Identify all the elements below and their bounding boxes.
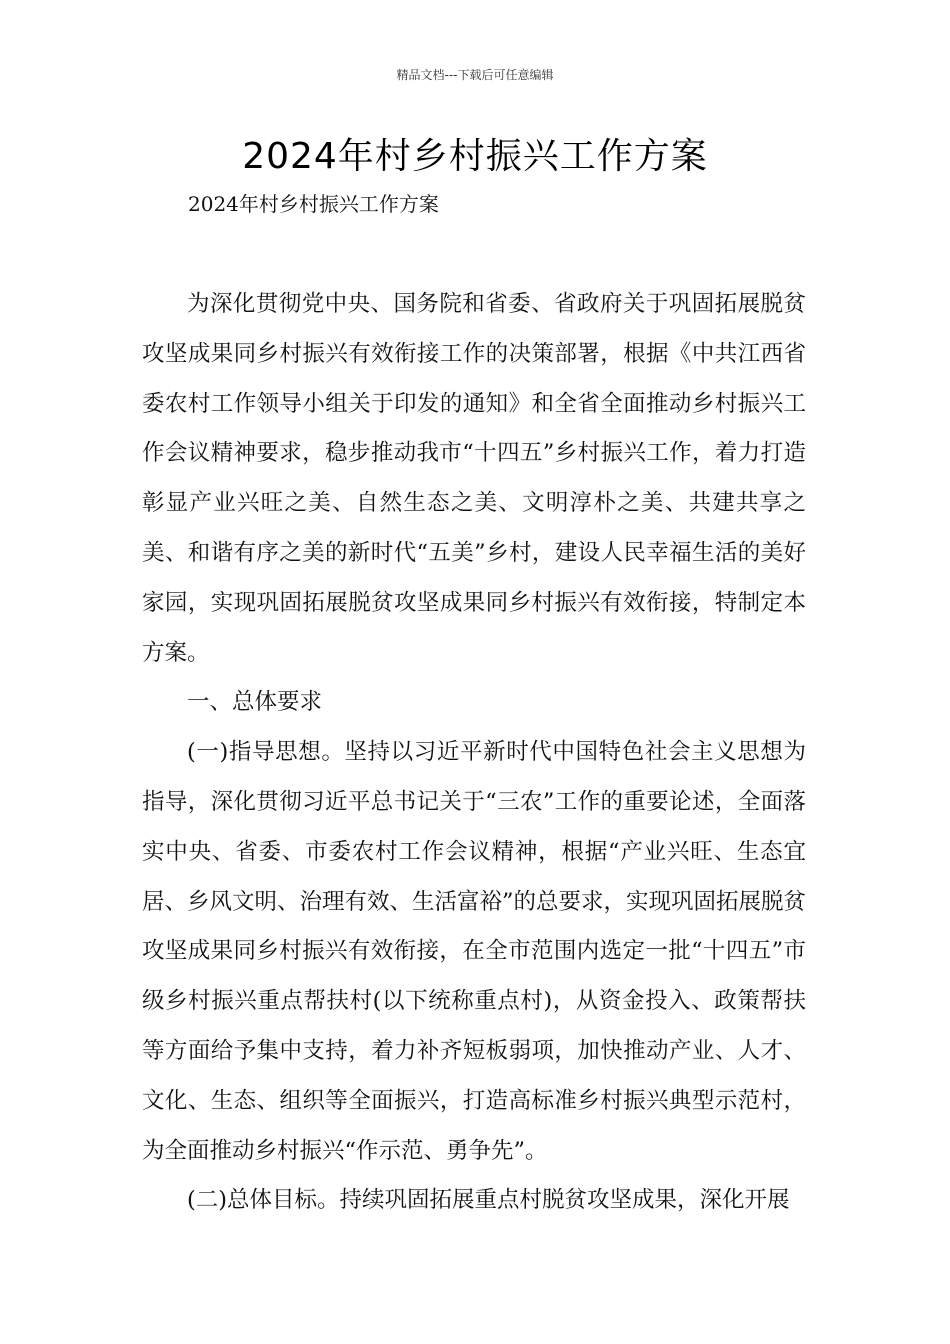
paragraph-intro: 为深化贯彻党中央、国务院和省委、省政府关于巩固拓展脱贫攻坚成果同乡村振兴有效衔接工作的决策部署，根据《中共江西省委农村工作领导小组关于印发的通知》和全省全面推动乡村振兴工作会议精神要求，稳步推动我市“十四五”乡村振兴工作，着力打造彰显产业兴旺之美、自然生态之美、文明淳朴之美、共建共享之美、和谐有序之美的新时代“五美”乡村，建设人民幸福生活的美好家园，实现巩固拓展脱贫攻坚成果同乡村振兴有效衔接，特制定本方案。 (142, 291, 806, 666)
document-title: 2024年村乡村振兴工作方案 (242, 136, 708, 177)
section-heading-overall-requirements: 一、总体要求 (187, 689, 323, 716)
paragraph-overall-goal: (二)总体目标。持续巩固拓展重点村脱贫攻坚成果，深化开展 (187, 1187, 790, 1214)
document-subtitle: 2024年村乡村振兴工作方案 (188, 192, 439, 216)
header-note: 精品文档---下载后可任意编辑 (396, 68, 554, 82)
document-body (142, 280, 806, 1226)
paragraph-guiding-ideology: (一)指导思想。坚持以习近平新时代中国特色社会主义思想为指导，深化贯彻习近平总书记关于“三农”工作的重要论述，全面落实中央、省委、市委农村工作会议精神，根据“产业兴旺、生态宜居、乡风文明、治理有效、生活富裕”的总要求，实现巩固拓展脱贫攻坚成果同乡村振兴有效衔接，在全市范围内选定一批“十四五”市级乡村振兴重点帮扶村(以下统称重点村)，从资金投入、政策帮扶等方面给予集中支持，着力补齐短板弱项，加快推动产业、人才、文化、生态、组织等全面振兴，打造高标准乡村振兴典型示范村，为全面推动乡村振兴“作示范、勇争先”。 (142, 739, 807, 1164)
